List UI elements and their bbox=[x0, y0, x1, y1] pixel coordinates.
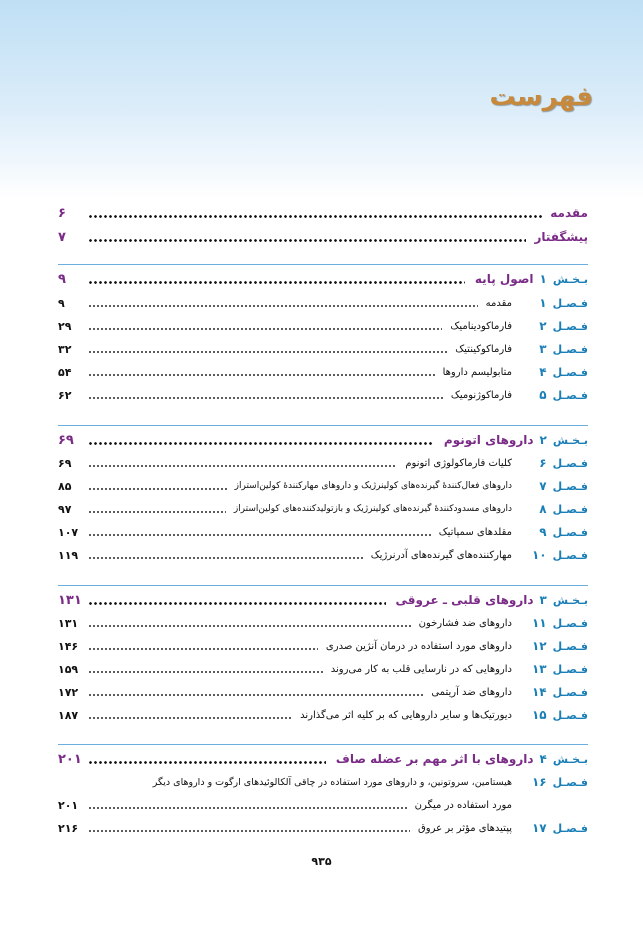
part-word: بـخـش bbox=[552, 433, 588, 447]
chapter-number: ۱۱ bbox=[531, 616, 547, 630]
toc-chapter-10[interactable] bbox=[58, 544, 588, 566]
chapter-label bbox=[516, 296, 588, 310]
chapter-label bbox=[516, 685, 588, 699]
chapter-page: ۹ bbox=[58, 296, 65, 310]
dot-leader bbox=[88, 595, 386, 605]
chapter-title: مقلدهای سمپاتیک bbox=[438, 526, 512, 538]
part-label bbox=[540, 433, 588, 447]
chapter-page: ۱۸۷ bbox=[58, 708, 79, 722]
chapter-label bbox=[516, 365, 588, 379]
toc-chapter-16[interactable] bbox=[58, 771, 588, 793]
chapter-page: ۶۲ bbox=[58, 388, 72, 402]
chapter-word: فـصـل bbox=[552, 525, 588, 539]
toc-chapter-11[interactable] bbox=[58, 612, 588, 634]
chapter-number: ۱ bbox=[539, 296, 547, 310]
chapter-page: ۱۰۷ bbox=[58, 525, 79, 539]
entry-page: ۷ bbox=[58, 229, 66, 245]
chapter-label bbox=[516, 502, 588, 516]
part-title: داروهای با اثر مهم بر عضله صاف bbox=[335, 752, 534, 766]
chapter-word: فـصـل bbox=[552, 708, 588, 722]
part-separator bbox=[58, 425, 588, 426]
dot-leader bbox=[88, 641, 318, 651]
chapter-page: ۱۴۶ bbox=[58, 639, 79, 653]
chapter-label bbox=[516, 775, 588, 789]
dot-leader bbox=[88, 550, 363, 560]
part-separator bbox=[58, 744, 588, 745]
chapter-title: داروهای مورد استفاده در درمان آنژین صدری bbox=[325, 640, 512, 652]
entry-page: ۶ bbox=[58, 205, 66, 221]
toc-chapter-12[interactable] bbox=[58, 635, 588, 657]
chapter-number: ۸ bbox=[539, 502, 547, 516]
part-page: ۱۳۱ bbox=[58, 592, 82, 608]
chapter-number: ۴ bbox=[539, 365, 547, 379]
chapter-page: ۱۳۱ bbox=[58, 616, 79, 630]
chapter-number: ۵ bbox=[539, 388, 547, 402]
part-title: داروهای قلبی ـ عروقی bbox=[395, 593, 534, 607]
entry-title: پیشگفتار bbox=[534, 230, 588, 244]
chapter-page: ۵۴ bbox=[58, 365, 72, 379]
chapter-label bbox=[516, 456, 588, 470]
chapter-word: فـصـل bbox=[552, 365, 588, 379]
chapter-label bbox=[516, 616, 588, 630]
part-page: ۹ bbox=[58, 271, 66, 287]
dot-leader bbox=[88, 435, 434, 445]
chapter-label bbox=[516, 639, 588, 653]
dot-leader bbox=[88, 274, 465, 284]
chapter-page: ۶۹ bbox=[58, 456, 72, 470]
chapter-title: پپتیدهای مؤثر بر عروق bbox=[418, 822, 512, 834]
chapter-number: ۱۷ bbox=[531, 821, 547, 835]
chapter-word: فـصـل bbox=[552, 775, 588, 789]
chapter-number: ۹ bbox=[539, 525, 547, 539]
dot-leader bbox=[88, 823, 410, 833]
chapter-number: ۱۲ bbox=[531, 639, 547, 653]
part-number: ۴ bbox=[539, 752, 547, 766]
chapter-title: داروهای ضد فشارخون bbox=[418, 617, 512, 629]
dot-leader bbox=[88, 367, 435, 377]
chapter-word: فـصـل bbox=[552, 296, 588, 310]
toc-chapter-9[interactable] bbox=[58, 521, 588, 543]
toc-chapter-2[interactable] bbox=[58, 315, 588, 337]
chapter-page: ۲۰۱ bbox=[58, 798, 79, 812]
part-number: ۲ bbox=[539, 433, 547, 447]
toc-chapter-17[interactable] bbox=[58, 817, 588, 839]
toc-entry-intro-0[interactable] bbox=[58, 202, 588, 224]
dot-leader bbox=[88, 504, 226, 514]
chapter-page: ۱۵۹ bbox=[58, 662, 79, 676]
part-word: بـخـش bbox=[552, 272, 588, 286]
chapter-title-line1: هیستامین، سروتونین، و داروهای مورد استفاده در چاقی آلکالوئیدهای ارگوت و داروهای دیگر bbox=[152, 776, 512, 788]
chapter-number: ۱۰ bbox=[531, 548, 547, 562]
chapter-page: ۹۷ bbox=[58, 502, 72, 516]
dot-leader bbox=[88, 527, 431, 537]
part-title: اصول پایه bbox=[474, 272, 534, 286]
part-label bbox=[540, 272, 588, 286]
toc-chapter-4[interactable] bbox=[58, 361, 588, 383]
chapter-word: فـصـل bbox=[552, 319, 588, 333]
toc-part-2[interactable] bbox=[58, 429, 588, 451]
chapter-title: داروهای ضد آریتمی bbox=[431, 686, 512, 698]
chapter-title: داروهایی که در نارسایی قلب به کار می‌روند bbox=[330, 663, 512, 675]
toc-chapter-5[interactable] bbox=[58, 384, 588, 406]
chapter-title: داروهای فعال‌کنندهٔ گیرنده‌های کولینرژیک و داروهای مهارکنندهٔ کولین‌استراز bbox=[234, 481, 512, 491]
toc-chapter-14[interactable] bbox=[58, 681, 588, 703]
chapter-page: ۱۱۹ bbox=[58, 548, 79, 562]
chapter-word: فـصـل bbox=[552, 479, 588, 493]
toc-chapter-1[interactable] bbox=[58, 292, 588, 314]
toc-part-4[interactable] bbox=[58, 748, 588, 770]
toc-chapter-16-continued[interactable] bbox=[58, 794, 588, 816]
chapter-label bbox=[516, 342, 588, 356]
chapter-label bbox=[516, 548, 588, 562]
dot-leader bbox=[88, 754, 326, 764]
dot-leader bbox=[88, 458, 397, 468]
chapter-title-line2: مورد استفاده در میگرن bbox=[414, 799, 512, 811]
part-separator bbox=[58, 264, 588, 265]
dot-leader bbox=[88, 800, 407, 810]
chapter-title: کلیات فارماکولوژی اتونوم bbox=[405, 457, 512, 469]
chapter-label bbox=[516, 388, 588, 402]
chapter-title: داروهای مسدودکنندهٔ گیرنده‌های کولینرژیک و بازتولیدکننده‌های کولین‌استراز bbox=[233, 504, 512, 514]
chapter-page: ۲۱۶ bbox=[58, 821, 79, 835]
chapter-word: فـصـل bbox=[552, 502, 588, 516]
chapter-number: ۱۶ bbox=[531, 775, 547, 789]
chapter-word: فـصـل bbox=[552, 342, 588, 356]
dot-leader bbox=[88, 208, 542, 218]
chapter-number: ۳ bbox=[539, 342, 547, 356]
part-word: بـخـش bbox=[552, 752, 588, 766]
toc-chapter-15[interactable] bbox=[58, 704, 588, 726]
chapter-label bbox=[516, 662, 588, 676]
dot-leader bbox=[88, 687, 423, 697]
chapter-title: مهارکننده‌های گیرنده‌های آدرنرژیک bbox=[370, 549, 512, 561]
chapter-page: ۱۷۲ bbox=[58, 685, 79, 699]
entry-title: مقدمه bbox=[550, 206, 588, 220]
part-number: ۱ bbox=[539, 272, 547, 286]
dot-leader bbox=[88, 664, 323, 674]
chapter-number: ۱۳ bbox=[531, 662, 547, 676]
chapter-title: فارماکوکینتیک bbox=[455, 343, 512, 355]
chapter-number: ۲ bbox=[539, 319, 547, 333]
dot-leader bbox=[88, 390, 443, 400]
chapter-word: فـصـل bbox=[552, 548, 588, 562]
chapter-word: فـصـل bbox=[552, 639, 588, 653]
toc-part-1[interactable] bbox=[58, 268, 588, 290]
chapter-number: ۷ bbox=[539, 479, 547, 493]
dot-leader bbox=[88, 232, 526, 242]
page-title: فهرست bbox=[489, 82, 593, 112]
dot-leader bbox=[88, 618, 411, 628]
chapter-word: فـصـل bbox=[552, 388, 588, 402]
part-separator bbox=[58, 585, 588, 586]
chapter-label bbox=[516, 319, 588, 333]
dot-leader bbox=[88, 321, 442, 331]
part-number: ۳ bbox=[539, 593, 547, 607]
part-label bbox=[540, 593, 588, 607]
dot-leader bbox=[88, 710, 292, 720]
toc-chapter-3[interactable] bbox=[58, 338, 588, 360]
part-page: ۲۰۱ bbox=[58, 751, 82, 767]
chapter-number: ۱۵ bbox=[531, 708, 547, 722]
chapter-label bbox=[516, 479, 588, 493]
toc-part-3[interactable] bbox=[58, 589, 588, 611]
chapter-word: فـصـل bbox=[552, 821, 588, 835]
chapter-title: مقدمه bbox=[485, 297, 512, 309]
chapter-title: متابولیسم داروها bbox=[442, 366, 512, 378]
toc-chapter-8[interactable] bbox=[58, 498, 588, 520]
toc-chapter-13[interactable] bbox=[58, 658, 588, 680]
chapter-word: فـصـل bbox=[552, 685, 588, 699]
chapter-page: ۲۹ bbox=[58, 319, 72, 333]
chapter-page: ۸۵ bbox=[58, 479, 72, 493]
part-title: داروهای اتونوم bbox=[443, 433, 534, 447]
dot-leader bbox=[88, 298, 478, 308]
chapter-number: ۶ bbox=[539, 456, 547, 470]
toc-chapter-6[interactable] bbox=[58, 452, 588, 474]
toc-entry-intro-1[interactable] bbox=[58, 226, 588, 248]
chapter-label bbox=[516, 708, 588, 722]
chapter-label bbox=[516, 525, 588, 539]
chapter-number: ۱۴ bbox=[531, 685, 547, 699]
page-number: ۹۳۵ bbox=[311, 855, 332, 868]
chapter-word: فـصـل bbox=[552, 616, 588, 630]
chapter-title: فارماکودینامیک bbox=[450, 320, 512, 332]
part-label bbox=[540, 752, 588, 766]
chapter-title: فارماکوژنومیک bbox=[450, 389, 512, 401]
chapter-page: ۳۲ bbox=[58, 342, 72, 356]
toc-chapter-7[interactable] bbox=[58, 475, 588, 497]
part-word: بـخـش bbox=[552, 593, 588, 607]
chapter-label bbox=[516, 821, 588, 835]
chapter-word: فـصـل bbox=[552, 662, 588, 676]
dot-leader bbox=[88, 481, 227, 491]
dot-leader bbox=[88, 344, 447, 354]
chapter-title: دیورتیک‌ها و سایر داروهایی که بر کلیه اثر می‌گذارند bbox=[300, 709, 512, 721]
part-page: ۶۹ bbox=[58, 432, 74, 448]
chapter-word: فـصـل bbox=[552, 456, 588, 470]
